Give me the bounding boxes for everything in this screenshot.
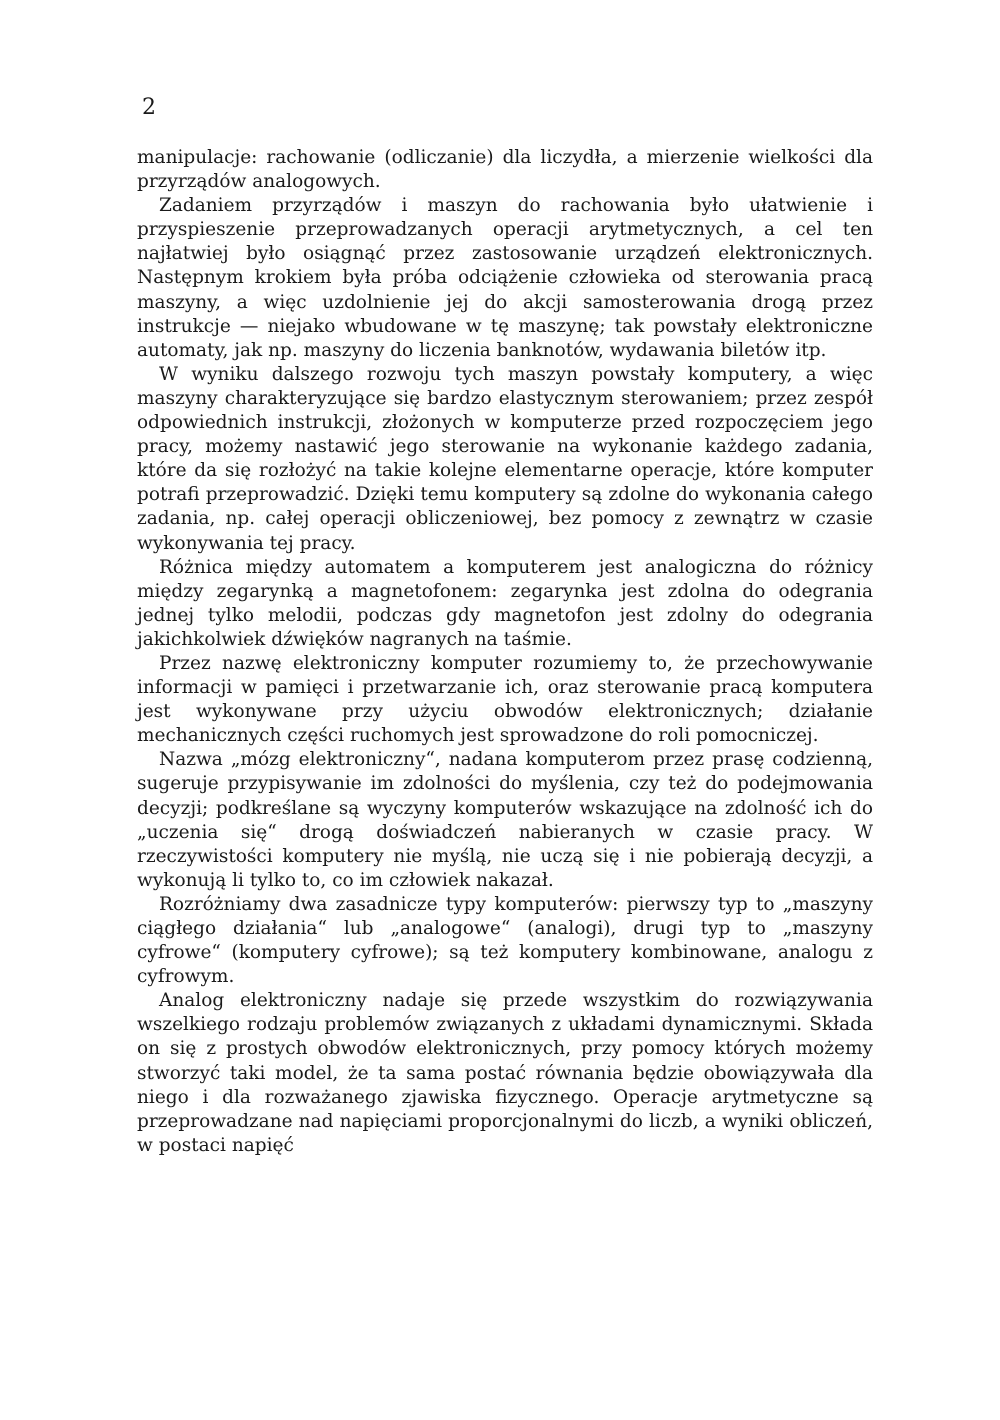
paragraph: Zadaniem przyrządów i maszyn do rachowania było ułatwienie i przyspieszenie przeprowadzanych operacji arytmetycznych, a cel ten najłatwiej było osiągnąć przez zastosowanie urządzeń elektronicznych. Następnym krokiem była próba odciążenie człowieka od sterowania pracą maszyny, a więc uzdolnienie jej do akcji samosterowania drogą przez instrukcje — niejako wbudowane w tę maszynę; tak powstały elektroniczne automaty, jak np. maszyny do liczenia banknotów, wydawania biletów itp. [137,195,873,361]
paragraph: Analog elektroniczny nadaje się przede wszystkim do rozwiązywania wszelkiego rodzaju problemów związanych z układami dynamicznymi. Składa on się z prostych obwodów elektronicznych, przy pomocy których możemy stworzyć taki model, że ta sama postać równania będzie obowiązywała dla niego i dla rozważanego zjawiska fizycznego. Operacje arytmetyczne są przeprowadzane nad napięciami proporcjonalnymi do liczb, a wyniki obliczeń, w postaci napięć [137,990,873,1156]
paragraph: Przez nazwę elektroniczny komputer rozumiemy to, że przechowywanie informacji w pamięci i przetwarzanie ich, oraz sterowanie pracą komputera jest wykonywane przy użyciu obwodów elektronicznych; działanie mechanicznych części ruchomych jest sprowadzone do roli pomocniczej. [137,652,873,747]
paragraph: W wyniku dalszego rozwoju tych maszyn powstały komputery, a więc maszyny charakteryzujące się bardzo elastycznym sterowaniem; przez zespół odpowiednich instrukcji, złożonych w komputerze przed rozpoczęciem jego pracy, możemy nastawić jego sterowanie na wykonanie każdego zadania, które da się rozłożyć na takie kolejne elementarne operacje, które komputer potrafi przeprowadzić. Dzięki temu komputery są zdolne do wykonania całego zadania, np. całej operacji obliczeniowej, bez pomocy z zewnątrz w czasie wykonywania tej pracy. [137,363,873,554]
paragraph: Nazwa „mózg elektroniczny“, nadana komputerom przez prasę codzienną, sugeruje przypisywanie im zdolności do myślenia, czy też do podejmowania decyzji; podkreślane są wyczyny komputerów wskazujące na zdolność ich do „uczenia się“ drogą doświadczeń nabieranych w czasie pracy. W rzeczywistości komputery nie myślą, nie uczą się i nie pobierają decyzji, a wykonują li tylko to, co im człowiek nakazał. [137,749,873,891]
paragraph: Rozróżniamy dwa zasadnicze typy komputerów: pierwszy typ to „maszyny ciągłego działania“ lub „analogowe“ (analogi), drugi typ to „maszyny cyfrowe“ (komputery cyfrowe); są też komputery kombinowane, analogu z cyfrowym. [137,893,873,988]
body-text [137,146,873,1158]
paragraph: Różnica między automatem a komputerem jest analogiczna do różnicy między zegarynką a magnetofonem: zegarynka jest zdolna do odegrania jednej tylko melodii, podczas gdy magnetofon jest zdolny do odegrania jakichkolwiek dźwięków nagranych na taśmie. [137,556,873,650]
paragraph: manipulacje: rachowanie (odliczanie) dla liczydła, a mierzenie wielkości dla przyrządów analogowych. [137,147,873,193]
page-number: 2 [142,95,156,120]
